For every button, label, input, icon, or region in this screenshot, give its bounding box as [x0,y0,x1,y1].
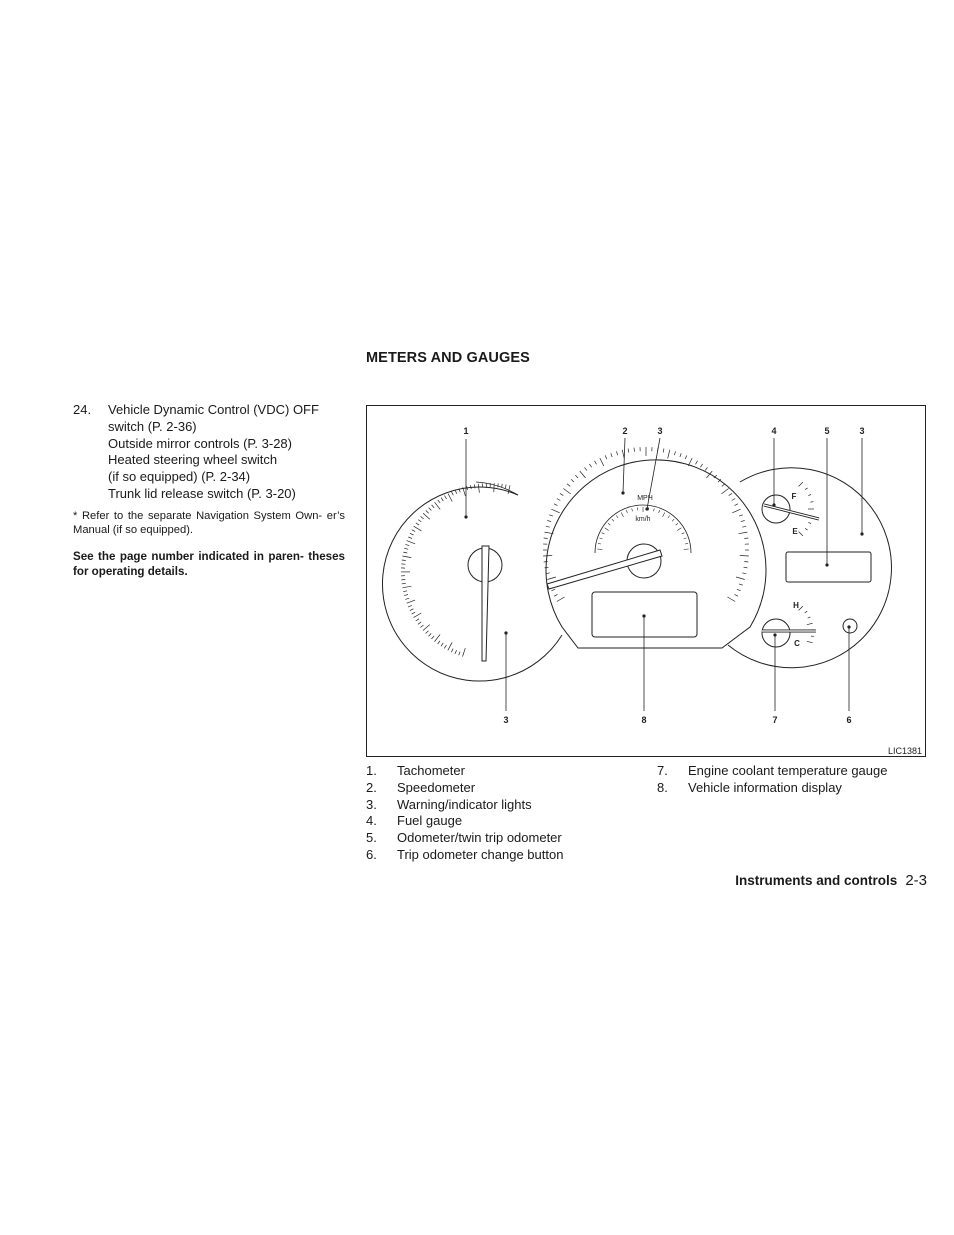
fuel-full-label: F [791,492,797,501]
list-item-number: 24. [73,402,92,417]
odometer-window [786,552,871,582]
callout-bottom-8: 8 [641,715,647,725]
legend-label: Engine coolant temperature gauge [688,763,888,778]
callout-top-3: 3 [657,426,663,436]
list-item-line: Trunk lid release switch (P. 3-20) [108,485,296,501]
legend-item [366,763,563,780]
right-cluster-drawing [728,468,891,668]
bold-note: See the page number indicated in paren- theses for operating details. [73,549,345,578]
tachometer-needle [482,546,489,661]
coolant-hub [762,619,790,647]
temp-hot-label: H [793,601,799,610]
footnote: * Refer to the separate Navigation System Own- er’s Manual (if so equipped). [73,509,345,537]
legend-label: Speedometer [397,779,476,795]
legend-item [366,830,563,847]
callout-top-4: 4 [771,426,777,436]
footer-section-title: Instruments and controls [735,873,898,888]
callout-leaders [466,438,862,711]
fuel-empty-label: E [792,527,798,536]
figure-id: LIC1381 [887,746,922,756]
legend-number: 7. [657,763,668,778]
callout-dots [464,491,863,636]
callout-top-5: 5 [824,426,830,436]
fuel-scale [799,482,814,536]
legend-item [657,763,887,780]
callout-top-3b: 3 [859,426,865,436]
page-number: 2-3 [905,872,927,889]
legend-item [366,813,563,830]
legend-number: 2. [366,779,377,795]
legend-label: Tachometer [397,763,465,778]
left-column [73,402,345,579]
legend-label: Fuel gauge [397,813,463,829]
callout-top-2: 2 [622,426,628,436]
temp-cold-label: C [794,639,800,648]
list-item-line: Heated steering wheel switch [108,452,278,468]
meters-figure [366,405,926,757]
instrument-cluster-illustration [366,405,926,757]
list-item-line: Vehicle Dynamic Control (VDC) OFF [108,402,319,417]
legend-number: 8. [657,779,668,795]
kmh-label: km/h [635,516,651,523]
list-item-line: Outside mirror controls (P. 3-28) [108,435,292,451]
callout-top-1: 1 [463,426,469,436]
legend-item [657,780,887,797]
legend-label: Warning/indicator lights [397,796,532,812]
legend-label: Odometer/twin trip odometer [397,830,562,846]
callout-bottom-7: 7 [772,715,778,725]
speedometer-drawing [543,447,766,648]
mph-label: MPH [637,495,653,502]
legend-number: 3. [366,796,377,812]
legend-number: 4. [366,813,377,829]
coolant-scale [799,606,814,643]
legend-item [366,780,563,797]
tachometer-drawing [382,482,562,681]
legend-item [366,847,563,864]
legend-number: 1. [366,763,377,778]
legend-column-1 [366,763,563,864]
legend-number: 5. [366,830,377,846]
page-footer [735,872,927,889]
list-item-line: (if so equipped) (P. 2-34) [108,469,251,485]
legend-label: Vehicle information display [688,779,842,795]
legend-item [366,797,563,814]
callout-bottom-3: 3 [503,715,509,725]
list-item-24 [73,402,345,503]
figure-frame [367,406,926,757]
kmh-scale [597,507,689,549]
list-item-line: switch (P. 2-36) [108,418,197,434]
legend-column-2 [657,763,887,797]
callout-bottom-6: 6 [846,715,852,725]
legend-number: 6. [366,846,377,862]
legend-label: Trip odometer change button [397,846,564,862]
section-title: METERS AND GAUGES [366,350,530,366]
